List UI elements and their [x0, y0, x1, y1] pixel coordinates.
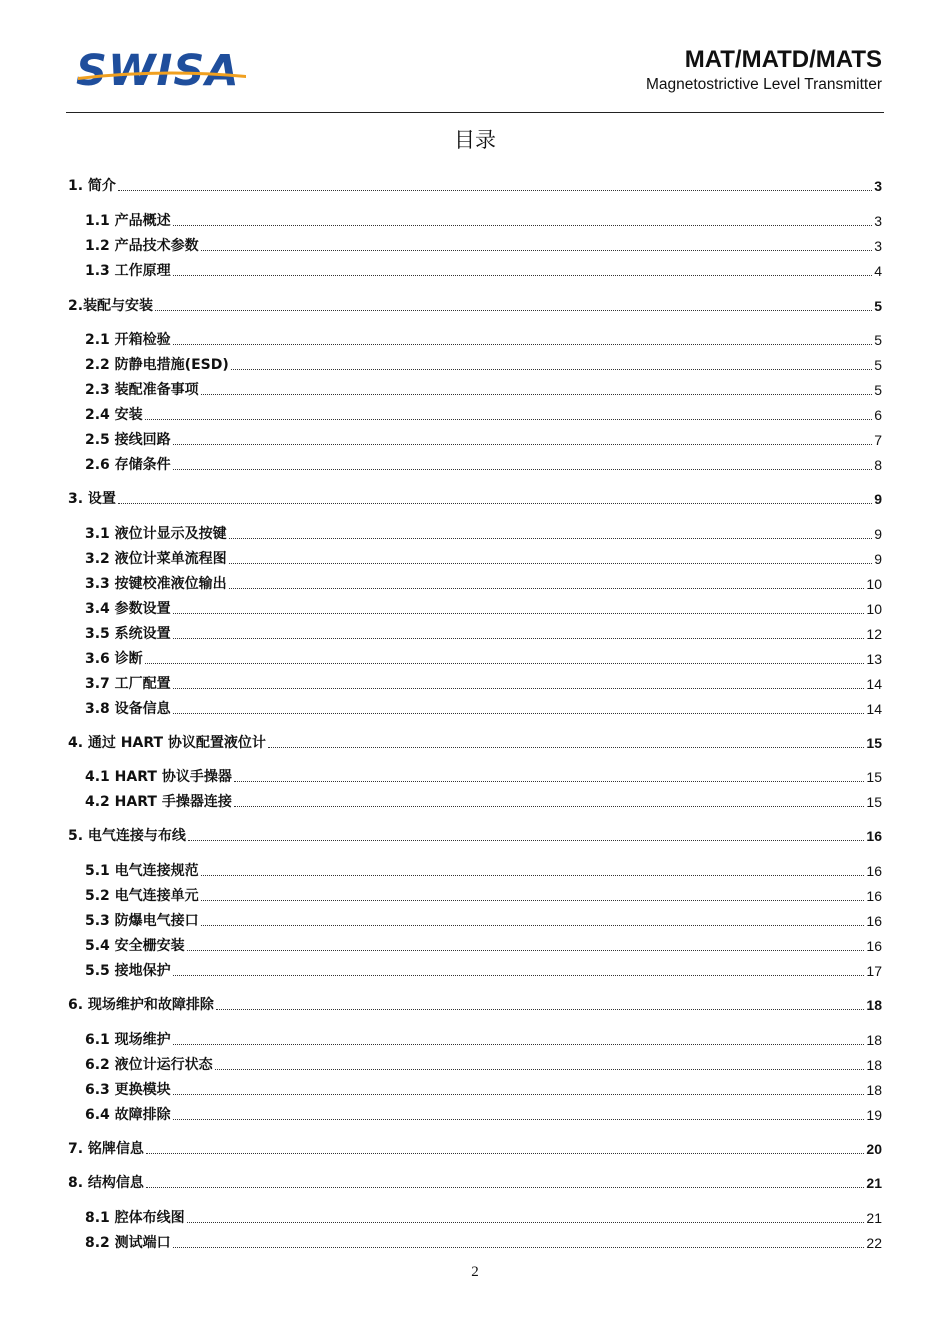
toc-dot-leader [201, 394, 873, 395]
toc-entry-title: 结构信息 [83, 1175, 144, 1191]
toc-entry-label [85, 1030, 171, 1050]
toc-entry-title: 设置 [83, 491, 116, 507]
toc-dot-leader [173, 613, 865, 614]
toc-entry-page: 18 [866, 1082, 882, 1098]
toc-entry-number: 2.3 [85, 382, 110, 398]
toc-entry-label [85, 599, 171, 619]
toc-dot-leader [145, 419, 873, 420]
toc-dot-leader [216, 1009, 864, 1010]
toc-entry-page: 8 [874, 457, 882, 473]
toc-entry-label [85, 1105, 171, 1125]
toc-entry-label [85, 430, 171, 450]
toc-entry-title: 简介 [83, 178, 116, 194]
toc-entry-number: 5.1 [85, 863, 110, 879]
toc-dot-leader [229, 563, 873, 564]
toc-entry-number: 7. [68, 1141, 84, 1157]
toc-entry-label [85, 886, 199, 906]
toc-dot-leader [118, 190, 872, 191]
toc-entry-label [85, 574, 227, 594]
toc-entry-number: 3.1 [85, 526, 110, 542]
toc-dot-leader [229, 538, 873, 539]
toc-dot-leader [173, 1247, 865, 1248]
toc-entry-title: 接地保护 [109, 963, 171, 979]
toc-entry-title: 工厂配置 [109, 676, 171, 692]
toc-entry-title: 通过 HART 协议配置液位计 [83, 735, 266, 751]
toc-entry[interactable] [85, 959, 882, 981]
toc-entry-label [85, 767, 232, 787]
toc-entry[interactable] [85, 453, 882, 475]
toc-entry-page: 16 [866, 938, 882, 954]
toc-dot-leader [187, 950, 865, 951]
toc-entry[interactable] [85, 859, 882, 881]
header-divider [66, 112, 884, 113]
toc-entry-number: 1.3 [85, 263, 110, 279]
toc-dot-leader [173, 1119, 865, 1120]
toc-dot-leader [234, 806, 865, 807]
toc-entry-title: 测试端口 [109, 1235, 171, 1251]
logo-swoosh-icon [78, 69, 246, 81]
toc-entry[interactable] [85, 790, 882, 812]
toc-entry-title: 电气连接与布线 [83, 828, 186, 844]
toc-entry-page: 9 [874, 491, 882, 507]
toc-dot-leader [118, 503, 872, 504]
toc-entry[interactable] [85, 522, 882, 544]
toc-entry[interactable] [85, 1231, 882, 1253]
toc-entry-title: 产品概述 [109, 213, 171, 229]
toc-entry-label [68, 296, 153, 316]
toc-entry-title: 现场维护 [109, 1032, 171, 1048]
toc-dot-leader [146, 1153, 864, 1154]
toc-entry-label [85, 699, 171, 719]
toc-entry-page: 10 [866, 576, 882, 592]
toc-entry-title: 开箱检验 [109, 332, 171, 348]
toc-entry[interactable] [68, 824, 882, 846]
toc-dot-leader [146, 1187, 864, 1188]
toc-entry[interactable] [68, 731, 882, 753]
toc-entry-title: HART 手操器连接 [109, 794, 232, 810]
toc-entry[interactable] [68, 487, 882, 509]
toc-entry-title: HART 协议手操器 [109, 769, 232, 785]
toc-dot-leader [187, 1222, 865, 1223]
toc-entry-number: 3.3 [85, 576, 110, 592]
toc-dot-leader [215, 1069, 865, 1070]
toc-dot-leader [173, 444, 873, 445]
swisa-logo [76, 46, 240, 96]
toc-entry-label [68, 733, 266, 753]
toc-entry-label [85, 792, 232, 812]
toc-entry-number: 2.1 [85, 332, 110, 348]
toc-entry-number: 3.7 [85, 676, 110, 692]
toc-entry[interactable] [85, 622, 882, 644]
toc-entry[interactable] [85, 259, 882, 281]
page-number: 2 [471, 1264, 479, 1280]
toc-entry-title: 系统设置 [109, 626, 171, 642]
toc-entry-label [85, 1233, 171, 1253]
toc-entry-page: 5 [874, 382, 882, 398]
toc-entry-page: 9 [874, 526, 882, 542]
toc-entry-title: 参数设置 [109, 601, 171, 617]
toc-entry-title: 安装 [109, 407, 143, 423]
toc-entry-page: 21 [866, 1210, 882, 1226]
toc-entry-page: 5 [874, 298, 882, 314]
toc-entry-label [85, 330, 171, 350]
toc-entry-number: 8. [68, 1175, 84, 1191]
toc-dot-leader [201, 250, 873, 251]
toc-entry-title: 防爆电气接口 [109, 913, 199, 929]
toc-entry[interactable] [85, 647, 882, 669]
toc-entry-title: 液位计菜单流程图 [109, 551, 227, 567]
toc-entry-number: 5.4 [85, 938, 110, 954]
toc-entry-number: 1.1 [85, 213, 110, 229]
toc-entry-page: 15 [866, 735, 882, 751]
toc-entry-title: 存储条件 [109, 457, 171, 473]
toc-dot-leader [173, 469, 873, 470]
toc-dot-leader [201, 875, 865, 876]
toc-entry-number: 1.2 [85, 238, 110, 254]
toc-entry-label [85, 380, 199, 400]
toc-entry-number: 4.2 [85, 794, 110, 810]
toc-entry-title: 接线回路 [109, 432, 171, 448]
toc-entry-number: 6. [68, 997, 84, 1013]
toc-entry-page: 5 [874, 357, 882, 373]
toc-title: 目录 [454, 128, 496, 152]
toc-entry[interactable] [85, 1078, 882, 1100]
toc-entry-page: 6 [874, 407, 882, 423]
toc-entry-page: 22 [866, 1235, 882, 1251]
toc-entry[interactable] [85, 403, 882, 425]
toc-entry-label [85, 624, 171, 644]
toc-entry-title: 液位计运行状态 [109, 1057, 213, 1073]
toc-entry[interactable] [85, 909, 882, 931]
toc-entry-page: 13 [866, 651, 882, 667]
product-description: Magnetostrictive Level Transmitter [645, 76, 882, 93]
toc-entry[interactable] [85, 697, 882, 719]
toc-entry[interactable] [68, 1171, 882, 1193]
toc-entry-label [68, 1139, 144, 1159]
toc-entry-page: 3 [874, 213, 882, 229]
toc-entry-label [85, 1055, 213, 1075]
toc-entry[interactable] [68, 1137, 882, 1159]
toc-entry-number: 3.6 [85, 651, 110, 667]
toc-entry-number: 2.6 [85, 457, 110, 473]
toc-entry-label [85, 911, 199, 931]
toc-entry-number: 1. [68, 178, 84, 194]
toc-dot-leader [173, 638, 865, 639]
toc-entry-label [85, 936, 185, 956]
toc-entry-page: 16 [866, 888, 882, 904]
toc-entry[interactable] [85, 547, 882, 569]
toc-entry-page: 16 [866, 863, 882, 879]
toc-entry-number: 3.5 [85, 626, 110, 642]
toc-entry-page: 15 [866, 769, 882, 785]
toc-entry[interactable] [85, 765, 882, 787]
toc-entry-title: 铭牌信息 [83, 1141, 144, 1157]
toc-entry-number: 2.5 [85, 432, 110, 448]
toc-dot-leader [268, 747, 864, 748]
toc-entry-label [85, 261, 171, 281]
toc-entry[interactable] [85, 234, 882, 256]
toc-dot-leader [145, 663, 865, 664]
toc-entry-number: 3.2 [85, 551, 110, 567]
toc-entry-label [85, 211, 171, 231]
toc-entry-page: 16 [866, 828, 882, 844]
toc-dot-leader [173, 713, 865, 714]
toc-entry-title: 电气连接单元 [109, 888, 199, 904]
toc-entry[interactable] [85, 1028, 882, 1050]
toc-entry-page: 3 [874, 238, 882, 254]
toc-entry-label [68, 489, 116, 509]
toc-entry[interactable] [85, 597, 882, 619]
toc-entry-title: 现场维护和故障排除 [83, 997, 214, 1013]
toc-entry-number: 6.4 [85, 1107, 110, 1123]
toc-entry[interactable] [85, 672, 882, 694]
toc-entry-number: 3.8 [85, 701, 110, 717]
toc-entry-title: 液位计显示及按键 [109, 526, 227, 542]
toc-entry[interactable] [85, 934, 882, 956]
toc-entry-page: 12 [866, 626, 882, 642]
toc-dot-leader [231, 369, 872, 370]
toc-entry-page: 4 [874, 263, 882, 279]
toc-entry-page: 7 [874, 432, 882, 448]
toc-entry-label [85, 861, 199, 881]
toc-entry-number: 3. [68, 491, 84, 507]
toc-dot-leader [173, 275, 873, 276]
toc-entry-page: 5 [874, 332, 882, 348]
toc-entry-page: 3 [874, 178, 882, 194]
toc-entry-page: 19 [866, 1107, 882, 1123]
toc-entry-title: 腔体布线图 [109, 1210, 185, 1226]
toc-entry-page: 20 [866, 1141, 882, 1157]
toc-entry[interactable] [85, 1206, 882, 1228]
toc-entry-title: 设备信息 [109, 701, 171, 717]
toc-entry[interactable] [85, 884, 882, 906]
toc-entry-page: 14 [866, 676, 882, 692]
toc-entry-label [85, 405, 143, 425]
toc-entry-title: 装配准备事项 [109, 382, 199, 398]
toc-dot-leader [173, 975, 865, 976]
toc-entry-label [68, 1173, 144, 1193]
toc-entry-page: 9 [874, 551, 882, 567]
toc-entry[interactable] [85, 428, 882, 450]
header-right [646, 46, 882, 94]
toc-entry-title: 诊断 [109, 651, 143, 667]
toc-entry-label [85, 1208, 185, 1228]
toc-entry-page: 17 [866, 963, 882, 979]
toc-entry[interactable] [68, 993, 882, 1015]
logo-text: SWISA [76, 46, 240, 96]
toc-entry-title: 产品技术参数 [109, 238, 199, 254]
toc-entry-number: 6.3 [85, 1082, 110, 1098]
toc-entry-page: 16 [866, 913, 882, 929]
toc-entry[interactable] [85, 572, 882, 594]
toc-dot-leader [234, 781, 865, 782]
toc-entry-label [68, 826, 186, 846]
toc-entry-label [85, 524, 227, 544]
toc-entry-label [85, 236, 199, 256]
toc-entry-number: 4. [68, 735, 84, 751]
toc-entry-number: 2.4 [85, 407, 110, 423]
toc-entry-page: 18 [866, 1032, 882, 1048]
toc-entry-number: 5. [68, 828, 84, 844]
toc-dot-leader [173, 344, 873, 345]
toc-entry-label [85, 1080, 171, 1100]
toc-entry-title: 更换模块 [109, 1082, 171, 1098]
toc-entry-title: 故障排除 [109, 1107, 171, 1123]
toc-entry-page: 10 [866, 601, 882, 617]
toc-entry[interactable] [85, 209, 882, 231]
toc-entry-number: 2. [68, 298, 84, 314]
toc-entry[interactable] [68, 174, 882, 196]
toc-entry-page: 18 [866, 1057, 882, 1073]
toc-dot-leader [155, 310, 872, 311]
toc-entry-label [85, 549, 227, 569]
toc-entry-title: 防静电措施(ESD) [109, 357, 229, 373]
toc-entry-number: 2.2 [85, 357, 110, 373]
toc-entry-number: 6.2 [85, 1057, 110, 1073]
toc-dot-leader [188, 840, 864, 841]
toc-entry-label [85, 455, 171, 475]
toc-entry-number: 8.2 [85, 1235, 110, 1251]
toc-entry-label [85, 355, 229, 375]
toc-entry[interactable] [85, 378, 882, 400]
toc-dot-leader [201, 900, 865, 901]
toc-entry-label [85, 961, 171, 981]
toc-dot-leader [229, 588, 865, 589]
toc-entry-page: 18 [866, 997, 882, 1013]
toc-entry-title: 电气连接规范 [109, 863, 199, 879]
toc-entry-title: 按键校准液位输出 [109, 576, 227, 592]
product-model: MAT/MATD/MATS [684, 46, 882, 73]
toc-entry-number: 5.2 [85, 888, 110, 904]
toc-entry[interactable] [85, 1053, 882, 1075]
toc-dot-leader [173, 1044, 865, 1045]
toc-entry-title: 装配与安装 [83, 298, 154, 314]
toc-entry[interactable] [85, 1103, 882, 1125]
toc-entry-number: 5.5 [85, 963, 110, 979]
toc-entry-number: 4.1 [85, 769, 110, 785]
toc-dot-leader [173, 225, 873, 226]
toc-entry-number: 3.4 [85, 601, 110, 617]
toc-entry[interactable] [85, 328, 882, 350]
toc-dot-leader [173, 1094, 865, 1095]
toc-entry-title: 工作原理 [109, 263, 171, 279]
toc-entry-page: 15 [866, 794, 882, 810]
toc-entry[interactable] [85, 353, 882, 375]
toc-entry-label [68, 176, 116, 196]
toc-entry[interactable] [68, 294, 882, 316]
toc-entry-number: 6.1 [85, 1032, 110, 1048]
toc-entry-label [68, 995, 214, 1015]
toc-entry-page: 14 [866, 701, 882, 717]
toc-entry-number: 5.3 [85, 913, 110, 929]
toc-entry-number: 8.1 [85, 1210, 110, 1226]
toc-entry-title: 安全栅安装 [109, 938, 185, 954]
toc-entry-label [85, 649, 143, 669]
toc-dot-leader [201, 925, 865, 926]
toc-dot-leader [173, 688, 865, 689]
toc-entry-page: 21 [866, 1175, 882, 1191]
toc-entry-label [85, 674, 171, 694]
